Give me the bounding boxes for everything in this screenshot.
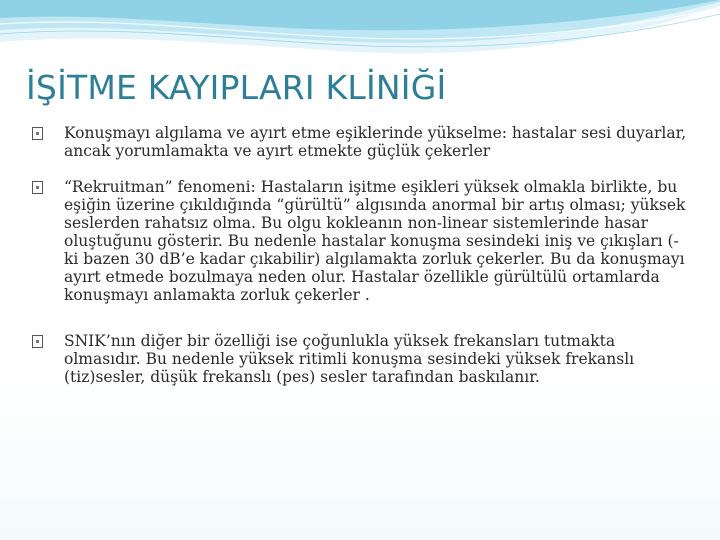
bullet-text: “Rekruitman” fenomeni: Hastaların işitme eşikleri yüksek olmakla birlikte, bu eşiğin üzerine çıkıldığında “gürültü” algısında anormal bir artış olması; yüksek seslerden rahatsız olma. Bu olgu kokleanın non-linear sistemlerinde hasar oluştuğunu gösterir. Bu nedenle hastalar konuşma sesindeki iniş ve çıkışları (-ki bazen 30 dB’e kadar çıkabilir) algılamakta zorluk çekerler. Bu da konuşmayı ayırt etmede bozulmaya neden olur. Hastalar özellikle gürültülü ortamlarda konuşmayı anlamakta zorluk çekerler . — [64, 178, 686, 304]
missing-glyph-box-icon — [32, 181, 43, 194]
bullet-text: SNIK’nın diğer bir özelliği ise çoğunlukla yüksek frekansları tutmakta olmasıdır. Bu nedenle yüksek ritimli konuşma sesindeki yüksek frekanslı (tiz)sesler, düşük frekanslı (pes) sesler tarafından baskılanır. — [64, 332, 635, 386]
bullet-item — [32, 124, 692, 160]
decorative-waves — [0, 0, 720, 70]
bullet-text: Konuşmayı algılama ve ayırt etme eşiklerinde yükselme: hastalar sesi duyarlar, ancak yorumlamakta ve ayırt etmekte güçlük çekerler — [64, 124, 687, 160]
bullet-item — [32, 332, 692, 386]
slide-title: İŞİTME KAYIPLARI KLİNİĞİ — [26, 68, 447, 107]
missing-glyph-box-icon — [32, 127, 43, 140]
missing-glyph-box-icon — [32, 335, 43, 348]
bullet-list — [32, 124, 692, 404]
bullet-item — [32, 178, 692, 304]
